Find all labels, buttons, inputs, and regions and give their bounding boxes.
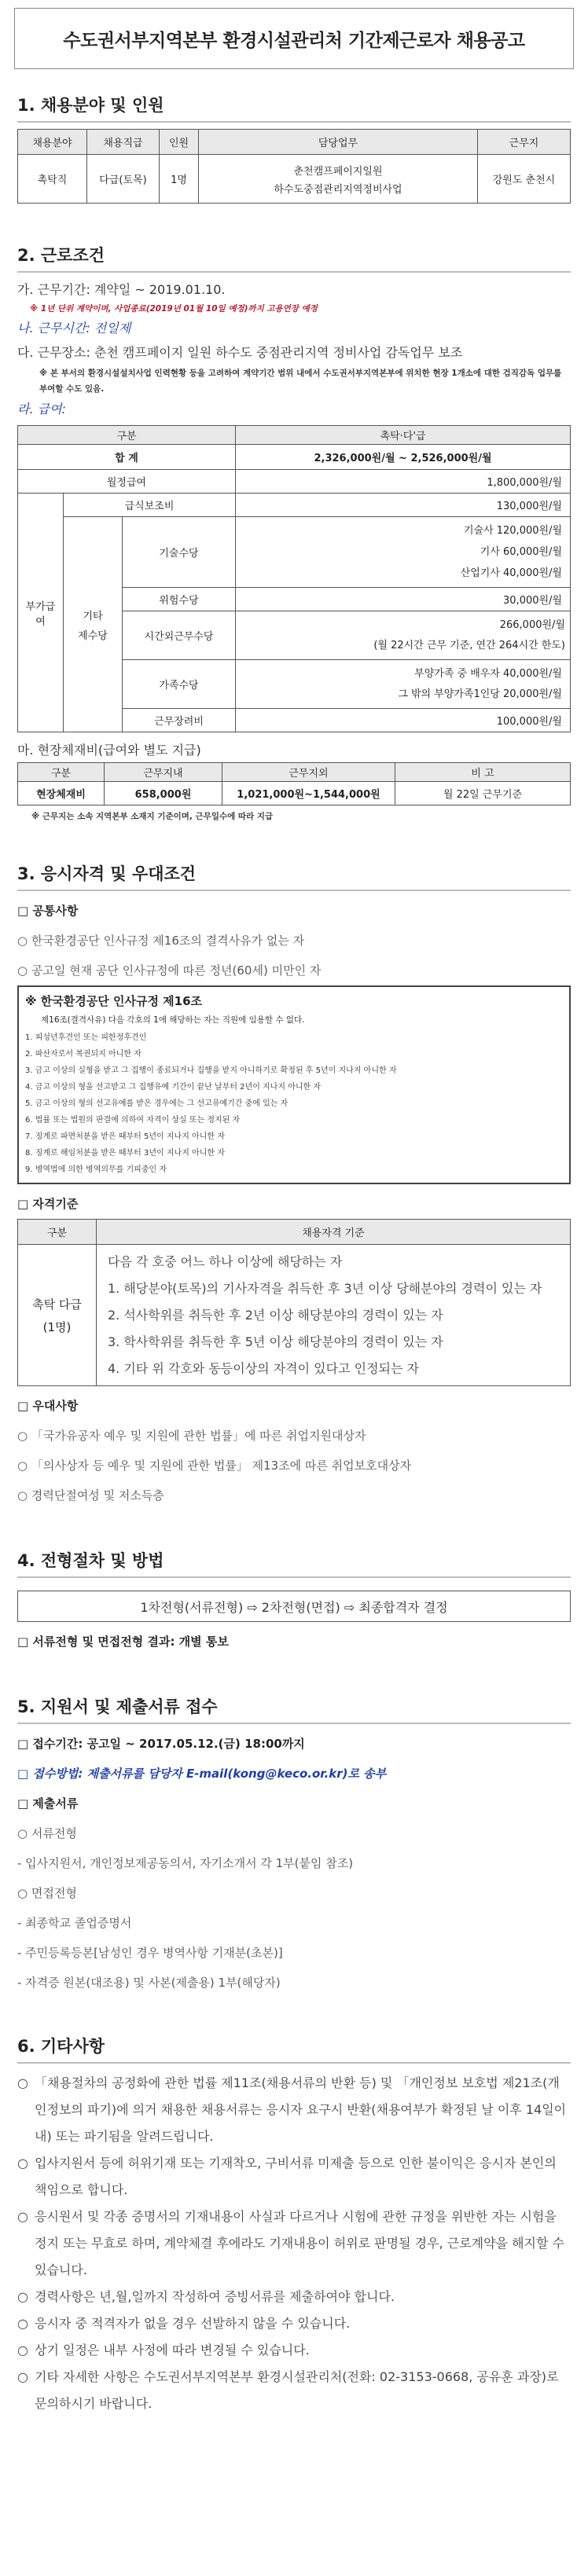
- cell-count: 1명: [160, 155, 199, 204]
- pay-table: [17, 425, 571, 732]
- pay-side-label: 부가급여: [18, 494, 64, 732]
- disqualification-item: 8. 징계로 해임처분을 받은 때부터 3년이 지나지 아니한 자: [25, 1149, 225, 1158]
- other-notes-list: [0, 2070, 588, 2417]
- fp-header-out: 근무지외: [222, 763, 395, 782]
- fp-header-in: 근무지내: [105, 763, 222, 782]
- cell-grade: 다급(토목): [87, 155, 160, 204]
- doc-item: - 최종학교 졸업증명서: [17, 1916, 132, 1930]
- qual-grade: 촉탁 다급 (1명): [18, 1245, 97, 1386]
- disqualification-item: 5. 금고 이상의 형의 선고유예를 받은 경우에는 그 선고유예기간 중에 있는 자: [25, 1099, 288, 1108]
- doc-item: - 자격증 원본(대조용) 및 사본(제출용) 1부(해당자): [17, 1976, 281, 1990]
- field-pay-label: 마. 현장체재비(급여와 별도 지급): [17, 743, 201, 758]
- circle-bullet-icon: ○: [17, 2343, 28, 2358]
- fp-header-div: 구분: [18, 763, 105, 782]
- other-note-item: [17, 2364, 571, 2417]
- pay-etc-label: 기타 제수당: [64, 517, 123, 732]
- other-note-item: [17, 2204, 571, 2284]
- circle-bullet-icon: ○: [17, 2316, 28, 2331]
- field-pay-note: ※ 근무지는 소속 지역본부 소재지 기준이며, 근무일수에 따라 지급: [31, 812, 274, 821]
- pay-tech-label: 기술수당: [123, 517, 236, 588]
- col-count: 인원: [160, 130, 199, 155]
- other-note-item: [17, 2284, 571, 2310]
- disqualification-item: 4. 금고 이상의 형을 선고받고 그 집행유예 기간이 끝난 날부터 2년이 지나지 아니한 자: [25, 1083, 322, 1092]
- pref-item: ○ 「의사상자 등 예우 및 지원에 관한 법률」 제13조에 따른 취업보호대상자: [17, 1459, 412, 1473]
- other-note-item: [17, 2150, 571, 2204]
- fp-cell-div: 현장체재비: [18, 782, 105, 805]
- fp-header-note: 비 고: [395, 763, 571, 782]
- box-sub: 제16조(결격사유) 다음 각호의 1에 해당하는 자는 직원에 임용할 수 없다.: [41, 1015, 305, 1025]
- pay-risk-value: 30,000원/월: [236, 588, 571, 611]
- cell-duty: 춘천캠프페이지일원 하수도중점관리지역정비사업: [199, 155, 478, 204]
- cell-field: 촉탁직: [18, 155, 87, 204]
- col-field: 채용분야: [18, 130, 87, 155]
- circle-bullet-icon: ○: [17, 2289, 28, 2304]
- pay-base-value: 130,000원/월: [236, 494, 571, 517]
- doc-item: ○ 서류전형: [17, 1826, 77, 1840]
- pay-ot-values: 266,000원/월 (월 22시간 근무 기준, 연간 264시간 한도): [236, 611, 571, 660]
- qual-item: 2. 석사학위를 취득한 후 2년 이상 해당분야의 경력이 있는 자: [108, 1307, 443, 1323]
- circle-bullet-icon: ○: [17, 2156, 28, 2171]
- qual-table: [17, 1219, 571, 1386]
- qual-criteria: 다음 각 호중 어느 하나 이상에 해당하는 자 1. 해당분야(토목)의 기사자격을 취득한 후 3년 이상 당해분야의 경력이 있는 자 2. 석사학위를 취득한 후 2년 이상 해당분야의 경력이 있는 자 3. 학사학위를 취득한 후 5년 이상 해당분야의 경력이 있는 자 4. 기타 위 각호와 동등이상의 자격이 있다고 인정되는 자: [97, 1245, 571, 1386]
- other-note-text: 기타 자세한 사항은 수도권서부지역본부 환경시설관리처(전화: 02-3153-0668, 공유훈 과장)로 문의하시기 바랍니다.: [35, 2369, 559, 2411]
- pref-item: ○ 경력단절여성 및 저소득층: [17, 1488, 164, 1503]
- docs-list: [0, 1818, 588, 1998]
- pay-header-div: 구분: [18, 426, 236, 445]
- disqualification-item: 9. 병역법에 의한 병역의무를 기피중인 자: [25, 1165, 167, 1174]
- apply-period: □ 접수기간: 공고일 ~ 2017.05.12.(금) 18:00까지: [17, 1737, 305, 1751]
- common-label: □ 공통사항: [17, 904, 79, 918]
- pref-list: [0, 1421, 588, 1510]
- col-place: 근무지: [478, 130, 571, 155]
- section-6-heading: 6. 기타사항: [17, 2034, 571, 2064]
- other-note-item: [17, 2070, 571, 2150]
- cell-place: 강원도 춘천시: [478, 155, 571, 204]
- doc-item: - 입사지원서, 개인정보제공동의서, 자기소개서 각 1부(붙임 참조): [17, 1856, 354, 1870]
- position-table: [17, 129, 571, 204]
- qual-item: 1. 해당분야(토목)의 기사자격을 취득한 후 3년 이상 당해분야의 경력이 있는 자: [108, 1280, 542, 1296]
- circle-bullet-icon: ○: [17, 2209, 28, 2224]
- other-note-item: [17, 2337, 571, 2364]
- common-item-1: ○ 한국환경공단 인사규정 제16조의 결격사유가 없는 자: [17, 934, 305, 948]
- apply-method: □ 접수방법: 제출서류를 담당자 E-mail(kong@keco.or.kr)로 송부: [17, 1767, 387, 1781]
- pay-field-label: 근무장려비: [123, 709, 236, 732]
- pay-risk-label: 위험수당: [123, 588, 236, 611]
- work-form: 나. 근무시간: 전일제: [17, 321, 131, 336]
- qual-header-std: 채용자격 기준: [97, 1220, 571, 1245]
- pay-label: 라. 급여:: [17, 402, 66, 416]
- pref-label: □ 우대사항: [17, 1399, 79, 1413]
- pay-tech-values: 기술사 120,000원/월 기사 60,000원/월 산업기사 40,000원/월: [236, 517, 571, 588]
- other-note-text: 경력사항은 년,월,일까지 작성하여 증빙서류를 제출하여야 합니다.: [35, 2289, 395, 2304]
- work-place-note: ※ 본 부서의 환경시설설치사업 인력현황 등을 고려하여 계약기간 범위 내에서 수도권서부지역본부에 위치한 현장 1개소에 대한 검직감독 업무를 부여할 수도 있음.: [39, 369, 562, 394]
- work-period-note: ※ 1년 단위 계약이며, 사업종료(2019년 01월 10일 예정)까지 고용연장 예정: [30, 304, 318, 314]
- disqualification-item: 2. 파산자로서 복권되지 아니한 자: [25, 1050, 141, 1059]
- col-grade: 채용직급: [87, 130, 160, 155]
- fp-cell-note: 월 22일 근무기준: [395, 782, 571, 805]
- pay-header-grade: 촉탁·다'급: [236, 426, 571, 445]
- disqualification-box: [17, 985, 571, 1184]
- other-note-text: 상기 일정은 내부 사정에 따라 변경될 수 있습니다.: [35, 2343, 310, 2358]
- pay-family-values: 부양가족 중 배우자 40,000원/월 그 밖의 부양가족1인당 20,000원/월: [236, 660, 571, 709]
- pay-total-label: 합 계: [18, 445, 236, 470]
- disqualification-item: 6. 법률 또는 법원의 판결에 의하여 자격이 상실 또는 정지된 자: [25, 1116, 241, 1125]
- section-2-heading: 2. 근로조건: [17, 243, 571, 273]
- pay-monthly-label: 월정급여: [18, 470, 236, 494]
- col-duty: 담당업무: [199, 130, 478, 155]
- other-note-text: 「채용절차의 공정화에 관한 법률 제11조(채용서류의 반환 등) 및 「개인정보 보호법 제21조(개인정보의 파기)에 의거 채용한 채용서류는 응시자 요구시 반환(채용여부가 확정된 날 이후 14일이내) 또는 파기됨을 알려드립니다.: [35, 2075, 567, 2144]
- pay-family-label: 가족수당: [123, 660, 236, 709]
- pref-item: ○ 「국가유공자 예우 및 지원에 관한 법률」에 따른 취업지원대상자: [17, 1429, 366, 1443]
- doc-item: ○ 면접전형: [17, 1886, 77, 1900]
- section-4-heading: 4. 전형절차 및 방법: [17, 1548, 571, 1578]
- section-3-heading: 3. 응시자격 및 우대조건: [17, 861, 571, 891]
- other-note-item: [17, 2310, 571, 2337]
- disqualification-item: 3. 금고 이상의 실형을 받고 그 집행이 종료되거나 집행을 받지 아니하기로 확정된 후 5년이 지나지 아니한 자: [25, 1066, 397, 1075]
- work-period: 가. 근무기간: 계약일 ~ 2019.01.10.: [17, 282, 226, 297]
- doc-item: - 주민등록등본[남성인 경우 병역사항 기재분(초본)]: [17, 1946, 283, 1960]
- box-title: ※ 한국환경공단 인사규정 제16조: [25, 994, 203, 1008]
- pay-ot-label: 시간외근무수당: [123, 611, 236, 660]
- process-flow: 1차전형(서류전형) ⇨ 2차전형(면접) ⇨ 최종합격자 결정: [17, 1591, 571, 1622]
- other-note-text: 응시자 중 적격자가 없을 경우 선발하지 않을 수 있습니다.: [35, 2316, 351, 2331]
- field-pay-table: [17, 762, 571, 805]
- qual-item: 3. 학사학위를 취득한 후 5년 이상 해당분야의 경력이 있는 자: [108, 1334, 443, 1349]
- fp-cell-out: 1,021,000원~1,544,000원: [222, 782, 395, 805]
- work-place: 다. 근무장소: 춘천 캠프페이지 일원 하수도 중점관리지역 정비사업 감독업무 보조: [17, 345, 463, 360]
- box-item-list: [25, 1029, 563, 1178]
- pay-monthly-value: 1,800,000원/월: [236, 470, 571, 494]
- qual-header-div: 구분: [18, 1220, 97, 1245]
- qual-label: □ 자격기준: [17, 1197, 79, 1211]
- other-note-text: 응시원서 및 각종 증명서의 기재내용이 사실과 다르거나 시험에 관한 규정을 위반한 자는 시험을 정지 또는 무효로 하며, 계약체결 후에라도 기재내용이 허위로 판명될 경우, 근로계약을 해지할 수 있습니다.: [35, 2209, 564, 2277]
- notice-title: 수도권서부지역본부 환경시설관리처 기간제근로자 채용공고: [14, 8, 574, 69]
- result-notice: □ 서류전형 및 면접전형 결과: 개별 통보: [17, 1635, 229, 1649]
- circle-bullet-icon: ○: [17, 2369, 28, 2384]
- pay-base-label: 급식보조비: [64, 494, 236, 517]
- common-item-2: ○ 공고일 현재 공단 인사규정에 따른 정년(60세) 미만인 자: [17, 963, 322, 978]
- section-5-heading: 5. 지원서 및 제출서류 접수: [17, 1694, 571, 1724]
- docs-label: □ 제출서류: [17, 1796, 79, 1811]
- qual-item: 4. 기타 위 각호와 동등이상의 자격이 있다고 인정되는 자: [108, 1360, 419, 1376]
- pay-total-value: 2,326,000원/월 ~ 2,526,000원/월: [236, 445, 571, 470]
- fp-cell-in: 658,000원: [105, 782, 222, 805]
- disqualification-item: 7. 징계로 파면처분을 받은 때부터 5년이 지나지 아니한 자: [25, 1132, 225, 1141]
- other-note-text: 입사지원서 등에 허위기재 또는 기재착오, 구비서류 미제출 등으로 인한 불이익은 응시자 본인의 책임으로 합니다.: [35, 2156, 557, 2197]
- circle-bullet-icon: ○: [17, 2075, 28, 2090]
- disqualification-item: 1. 피성년후견인 또는 피한정후견인: [25, 1033, 147, 1042]
- section-1-heading: 1. 채용분야 및 인원: [17, 93, 571, 123]
- pay-field-value: 100,000원/월: [236, 709, 571, 732]
